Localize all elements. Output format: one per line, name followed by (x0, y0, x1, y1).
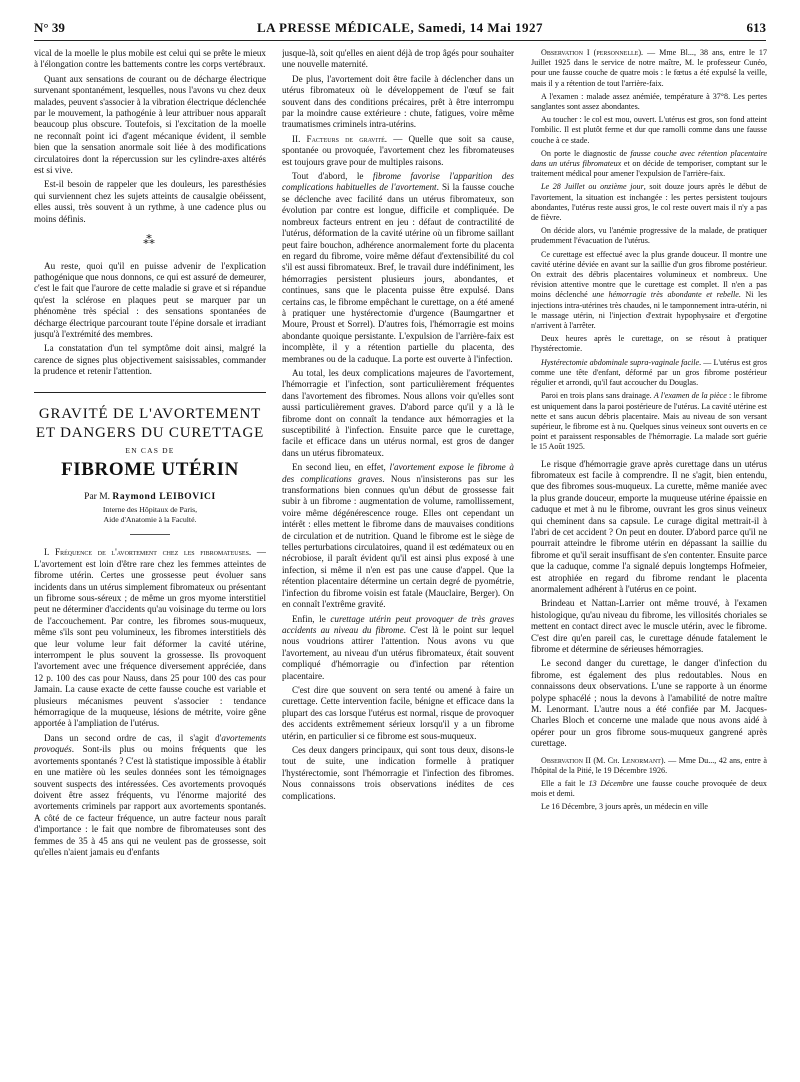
text-run: , soit douze jours après le début de l'avortement, la situation est inchangée : les pertes persistent toujours abondantes, l'utérus reste aussi gros, le col reste ouvert mais il n'y a pas de fièvre. (531, 182, 767, 223)
text-run: . Ni les injections intra-utérines très chaudes, ni le tamponnement intra-utérin, ni le massage utérin, ni l'injection d'extrait hypophysaire et d'ergotine n'arrivent à l'arrêter. (531, 290, 767, 331)
text-run: une fausse couche provoquée de deux mois et demi. (531, 779, 767, 799)
paragraph (531, 779, 767, 799)
text-run: Dans un second ordre de cas, il s'agit d' (44, 732, 222, 743)
emphasis: curettage utérin peut provoquer de très graves accidents au niveau du fibrome (282, 613, 514, 635)
paragraph: C'est dire que souvent on sera tenté ou amené à faire un curettage. Cette intervention facile, bénigne et efficace dans la plupart des cas lorsque l'utérus est normal, risque de provoquer des accidents extrêmement sérieux lorsqu'il y a un fibrome utérin, en particulier si ce fibrome est sous-muqueux. (282, 684, 514, 741)
text-run: . C'est là le point sur lequel nous voudrions attirer l'attention. Nous avons vu que l'avortement, au niveau d'un utérus fibromateux, était souvent compliqué d'hémorragie ou d'infection par rétention placentaire. (282, 624, 514, 681)
short-divider (130, 534, 170, 535)
observation-1 (531, 48, 767, 89)
text-run: Enfin, le (292, 613, 331, 624)
emphasis: une hémorragie très abondante et rebelle (592, 290, 739, 300)
paragraph: Brindeau et Nattan-Larrier ont même trouvé, à l'examen histologique, qu'au niveau du fibrome, les villosités choriales se mettent en contact direct avec le muscle utérin, avec le fibrome. C'est dire qu'en pareil cas, le curettage dénude fatalement le fibrome et détermine de sérieuses hémorragies. (531, 598, 767, 655)
section-2-heading: II. Facteurs de gravité. (292, 133, 388, 144)
article-title-main: FIBROME UTÉRIN (61, 458, 239, 480)
text-run: . — L'utérus est gros comme une tête d'enfant, déformé par un gros fibrome postérieur régulier et arrondi, qu'il faut accoucher du Douglas. (531, 357, 767, 388)
text-run: . Nous n'insisterons pas sur les transformations bien connues qu'un début de grossesse fait subir à un fibrome : augmentation de volume, ramollissement, voire même dégénérescence rouge. Elles ont cependant un intérêt : elles mettent le fibrome dans de mauvaises conditions de circulation et de nutrition. Quand le fibrome est le siège de telles perturbations circulatoires, quand il est œdémateux ou en nécrobiose, il paraît évident qu'il est ainsi plus exposé à une infection, si même il n'en est pas une cause d'appel. Que la rétention placentaire détermine un certain degré de pyométrie, l'infection du fibrome voisin est fatale (Mauclaire, Berger). On en connaît l'extrême gravité. (282, 473, 514, 610)
emphasis: l'avortement expose le fibrome à des complications graves (282, 462, 514, 484)
emphasis: Hystérectomie abdominale supra-vaginale facile (541, 357, 700, 367)
article-divider (34, 392, 266, 393)
header-rule (34, 40, 766, 41)
paragraph: Le second danger du curettage, le danger d'infection du fibrome, est également des plus redoutables. Nous en connaissons deux observations. L'une se rapporte à un énorme polype sphacélé ; nous la devons à l'amabilité de notre maître M. Lenormant. L'autre nous a été confiée par M. Jacques-Charles Bloch et concerne une malade que nous avons aidé à opérer pour un gros fibrome sous-muqueux gangrené après curettage. (531, 658, 767, 749)
paragraph (531, 391, 767, 452)
column-3 (531, 48, 767, 1076)
observation-1-heading: Observation I (personnelle). (541, 48, 644, 57)
text-run: Tout d'abord, le (292, 171, 373, 182)
paragraph (282, 614, 514, 682)
paragraph: jusque-là, soit qu'elles en aient déjà de trop âgés pour souhaiter une nouvelle maternité. (282, 48, 514, 70)
paragraph (282, 462, 514, 610)
paragraph: La constatation d'un tel symptôme doit ainsi, malgré la carence de signes plus objectivement saisissables, commander la prudence et retenir l'attention. (34, 343, 266, 377)
paragraph (531, 250, 767, 332)
section-2 (282, 134, 514, 168)
section-1-body: — L'avortement est loin d'être rare chez les femmes atteintes de fibrome utérin. Certes une grossesse peut évoluer sans incidents dans un utérus simplement fibromateux ou présentant un fibrome sous-séreux ; de même un gros myome interstitiel peut ne déterminer d'accidents qu'au voisinage du terme ou lors de l'accouchement. Par contre, les fibromes sous-muqueux, même s'ils sont peu volumineux, les fibromes interstitiels dès que leur volume leur fait déformer la cavité utérine, interrompent le plus souvent la grossesse. Ils provoquent l'avortement avec une fréquence diversement appréciée, dans 12 p. 100 des cas pour Nauss, dans 25 pour 100 des cas pour Jamain. La cause exacte de cette fausse couche est variable et plusieurs mécanismes peuvent s'associer : tendance hémorragique de la muqueuse, lésions de métrite, voire gêne apportée à l'ampliation de l'utérus. (34, 547, 266, 729)
emphasis: A l'examen de la pièce (653, 391, 727, 401)
paragraph: A l'examen : malade assez anémiée, température à 37°8. Les pertes sanglantes sont assez abondantes. (531, 91, 767, 112)
emphasis: avortements provoqués (34, 732, 266, 755)
page-number: 613 (746, 20, 766, 35)
text-run: . Si la fausse couche se déclenche avec facilité dans un utérus fibromateux, son évolution par contre est longue, difficile et compliquée. De nombreux facteurs entrent en jeu : défaut de contractilité de l'utérus, déformation de la cavité utérine où un fibrome saillant peut faire bouchon, adhérence anormalement forte du placenta en regard du fibrome, voire même défaut d'extensibilité du col s'il est aussi fibromateux. Bref, le travail dure indéfiniment, les hémorragies persistent plusieurs jours, abondantes, et continues, sans que le placenta puisse être expulsé. Dans certains cas, le fibrome empêchant le curettage, on a été amené à pratiquer une hystérectomie d'urgence (Baumgartner et Moure, Proust et Sorrel). D'autres fois, l'hémorragie est moins abondante quoique persistante. L'expulsion de l'arrière-faix est incomplète, il y a rétention partielle du placenta, des membranes ou de la caduque. La porte est ouverte à l'infection. (282, 182, 514, 364)
paragraph: De plus, l'avortement doit être facile à déclencher dans un utérus fibromateux où le développement de l'œuf se fait souvent dans des conditions précaires, prêt à être interrompu par la moindre cause extérieure : chute, fatigues, voire même traumatismes criminels intra-utérins. (282, 73, 514, 130)
paragraph (34, 733, 266, 858)
emphasis: Le 28 Juillet ou onzième jour (541, 182, 644, 192)
paragraph: Le 16 Décembre, 3 jours après, un médecin en ville (541, 802, 708, 812)
observation-2 (531, 756, 767, 776)
paragraph: Au toucher : le col est mou, ouvert. L'utérus est gros, son fond atteint l'ombilic. Il est plutôt ferme et dur que ramolli comme dans une fausse couche à ce stade. (531, 115, 767, 145)
article-title-line-2: ET DANGERS DU CURETTAGE (35, 424, 265, 441)
emphasis: fausse couche avec rétention placentaire dans un utérus fibromateux (531, 148, 767, 169)
text-run: Ce curettage est effectué avec la plus grande douceur. Il montre une cavité utérine déviée en avant sur la saillie d'un gros fibrome postérieur. On extrait des débris placentaires volumineux et nombreux. Une révision attentive montre que le curettage est complet. Il n'en a pas moins déclenché (531, 249, 767, 300)
paragraph: Ces deux dangers principaux, qui sont tous deux, disons-le tout de suite, une indication formelle à pratiquer l'hystérectomie, sont l'hémorragie et l'infection des fibromes. Nous connaissons trois observations inédites de ces complications. (282, 744, 514, 801)
paragraph: vical de la moelle le plus mobile est celui qui se prête le mieux à l'élongation contre les battements contre les corps vertébraux. (34, 48, 266, 70)
paragraph: Au total, les deux complications majeures de l'avortement, l'hémorragie et l'infection, sont particulièrement fréquentes dans l'avortement des fibromes. Nous allons voir qu'elles sont aussi particulièrement graves. D'abord parce qu'il y a là le fibrome dont on connaît la tendance aux hémorragies et la susceptibilité à l'infection. Ensuite parce que le curettage, facile et efficace dans un utérus normal, est gros de danger dans un utérus fibromateux. (282, 367, 514, 458)
paragraph (531, 358, 767, 389)
emphasis: fibrome favorise l'apparition des complications habituelles de l'avortement (282, 171, 514, 193)
column-1 (34, 48, 266, 1076)
author-affiliation-1: Interne des Hôpitaux de Paris, (102, 505, 198, 515)
text-run: En second lieu, en effet, (292, 462, 390, 473)
article-title-line-3: EN CAS DE (125, 445, 175, 455)
paragraph: Est-il besoin de rappeler que les douleurs, les paresthésies qui surviennent chez les sujets atteints de causalgie obéissent, elles aussi, très souvent à un rythme, à une cadence plus ou moins définis. (34, 179, 266, 224)
section-separator-stars: ⁂ (143, 233, 157, 248)
observation-2-heading: Observation II (M. Ch. Lenormant). (541, 755, 666, 765)
paragraph: Au reste, quoi qu'il en puisse advenir de l'explication pathogénique que nous donnons, ce qui est assuré de demeurer, c'est le fait que l'aurore de cette maladie si grave et si répandue qu'est la sclérose en plaques peut se marquer par un phénomène très spécial : des sensations spontanées de décharge électrique parcourant toute l'épine dorsale et irradiant jusqu'à l'extrémité des membres. (34, 260, 266, 339)
paragraph: Deux heures après le curettage, on se résout à pratiquer l'hystérectomie. (531, 334, 767, 354)
author-line (34, 492, 266, 503)
section-1 (34, 547, 266, 730)
author-prefix: Par M. (84, 491, 111, 502)
text-run: On porte le diagnostic de (541, 148, 631, 158)
text-run: : le fibrome est uniquement dans la paroi postérieure de l'utérus. La cavité utérine est nette et sans aucun débris placentaire. Mais au niveau de son versant supérieur, le fibrome est à nu. Quelques sinus veineux sont ouverts en ce point et paraissent responsables de l'hémorragie. La malade sort guérie le 15 Août 1925. (531, 391, 767, 452)
column-2 (282, 48, 514, 1076)
text-run: — Mme Bl..., 38 ans, entre le 17 Juillet 1925 dans le service de notre maître, M. le professeur Cunéo, pour une fausse couche de quatre mois : le fœtus a été expulsé la veille, mais il y a rétention de tout l'arrière-faix. (531, 48, 767, 88)
section-2-body: — Quelle que soit sa cause, spontanée ou provoquée, l'avortement chez les fibromateuses est toujours grave pour de multiples raisons. (282, 133, 514, 167)
paragraph (282, 171, 514, 365)
emphasis: 13 Décembre (588, 779, 634, 789)
text-run: — Mme Du..., 42 ans, entre à l'hôpital de la Pitié, le 19 Décembre 1926. (531, 755, 767, 775)
paragraph (531, 149, 767, 180)
issue-number: N° 39 (34, 20, 65, 35)
text-run: . Sont-ils plus ou moins fréquents que les avortements spontanés ? C'est là statistique impossible à établir en une matière où les seules données sont les témoignages souvent suspects des intéressées. Ces avortements provoqués doivent être assez fréquents, vu l'énorme majorité des avortements criminels par rapport aux avortements spontanés. A côté de ce facteur fréquence, un autre facteur nous paraît d'importance : le fait que nombre de fibromateuses sont des femmes de 35 à 45 ans qui ne veulent pas de grossesse, soit qu'elles n'aient jamais eu d'enfants (34, 744, 266, 857)
text-run: Elle a fait le (541, 779, 589, 789)
paragraph: Quant aux sensations de courant ou de décharge électrique survenant spontanément, lesquelles, nous l'avons vu chez deux malades, peuvent s'associer à la vibration électrique déclenchée par le mouvement, la pathogénie à leur attribuer nous apparaît beaucoup plus obscure. Toutefois, si l'excitation de la moelle ne reconnaît point ici d'agent mécanique évident, il semble bien que la sensation anormale soit liée à des modifications circulatoires dont la répercussion sur les cylindre-axes altérés est si vive. (34, 73, 266, 176)
article-title-line-1: GRAVITÉ DE L'AVORTEMENT (38, 405, 262, 422)
paragraph: Le risque d'hémorragie grave après curettage dans un utérus fibromateux est facile à comprendre. Il ne s'agit, bien entendu, que des fibromes sous-muqueux. La curette, même maniée avec la plus grande douceur, emporte la muqueuse utérine épaissie en caduque et met à nu le fibrome, ouvrant les gros sinus veineux qui cheminent dans sa capsule. Le curage digital mettrait-il à l'abri de cet accident ? On peut en douter. D'abord parce qu'il ne pourrait atteindre le fibrome utérin en dépassant la saillie du fibrome et qu'il serait insuffisant de s'en contenter. Ensuite parce que la caduque, comme l'a signalé depuis longtemps Hofmeier, est atrophiée en regard du fibrome rendant le placenta anormalement adhérent à l'utérus en ce point. (531, 458, 767, 594)
text-run: Paroi en trois plans sans drainage. (541, 391, 654, 401)
text-run: et on décide de temporiser, comptant sur le traitement médical pour amener l'expulsion de l'arrière-faix. (531, 159, 767, 179)
paragraph (531, 182, 767, 223)
section-1-heading: I. Fréquence de l'avortement chez les fibromateuses. (44, 547, 252, 558)
page-header (34, 20, 766, 38)
author-affiliation-2: Aide d'Anatomie à la Faculté. (103, 514, 197, 524)
journal-title: LA PRESSE MÉDICALE, Samedi, 14 Mai 1927 (256, 20, 544, 35)
author-name: Raymond LEIBOVICI (112, 491, 216, 502)
paragraph: On décide alors, vu l'anémie progressive de la malade, de pratiquer prudemment l'évacuation de l'utérus. (531, 226, 767, 246)
